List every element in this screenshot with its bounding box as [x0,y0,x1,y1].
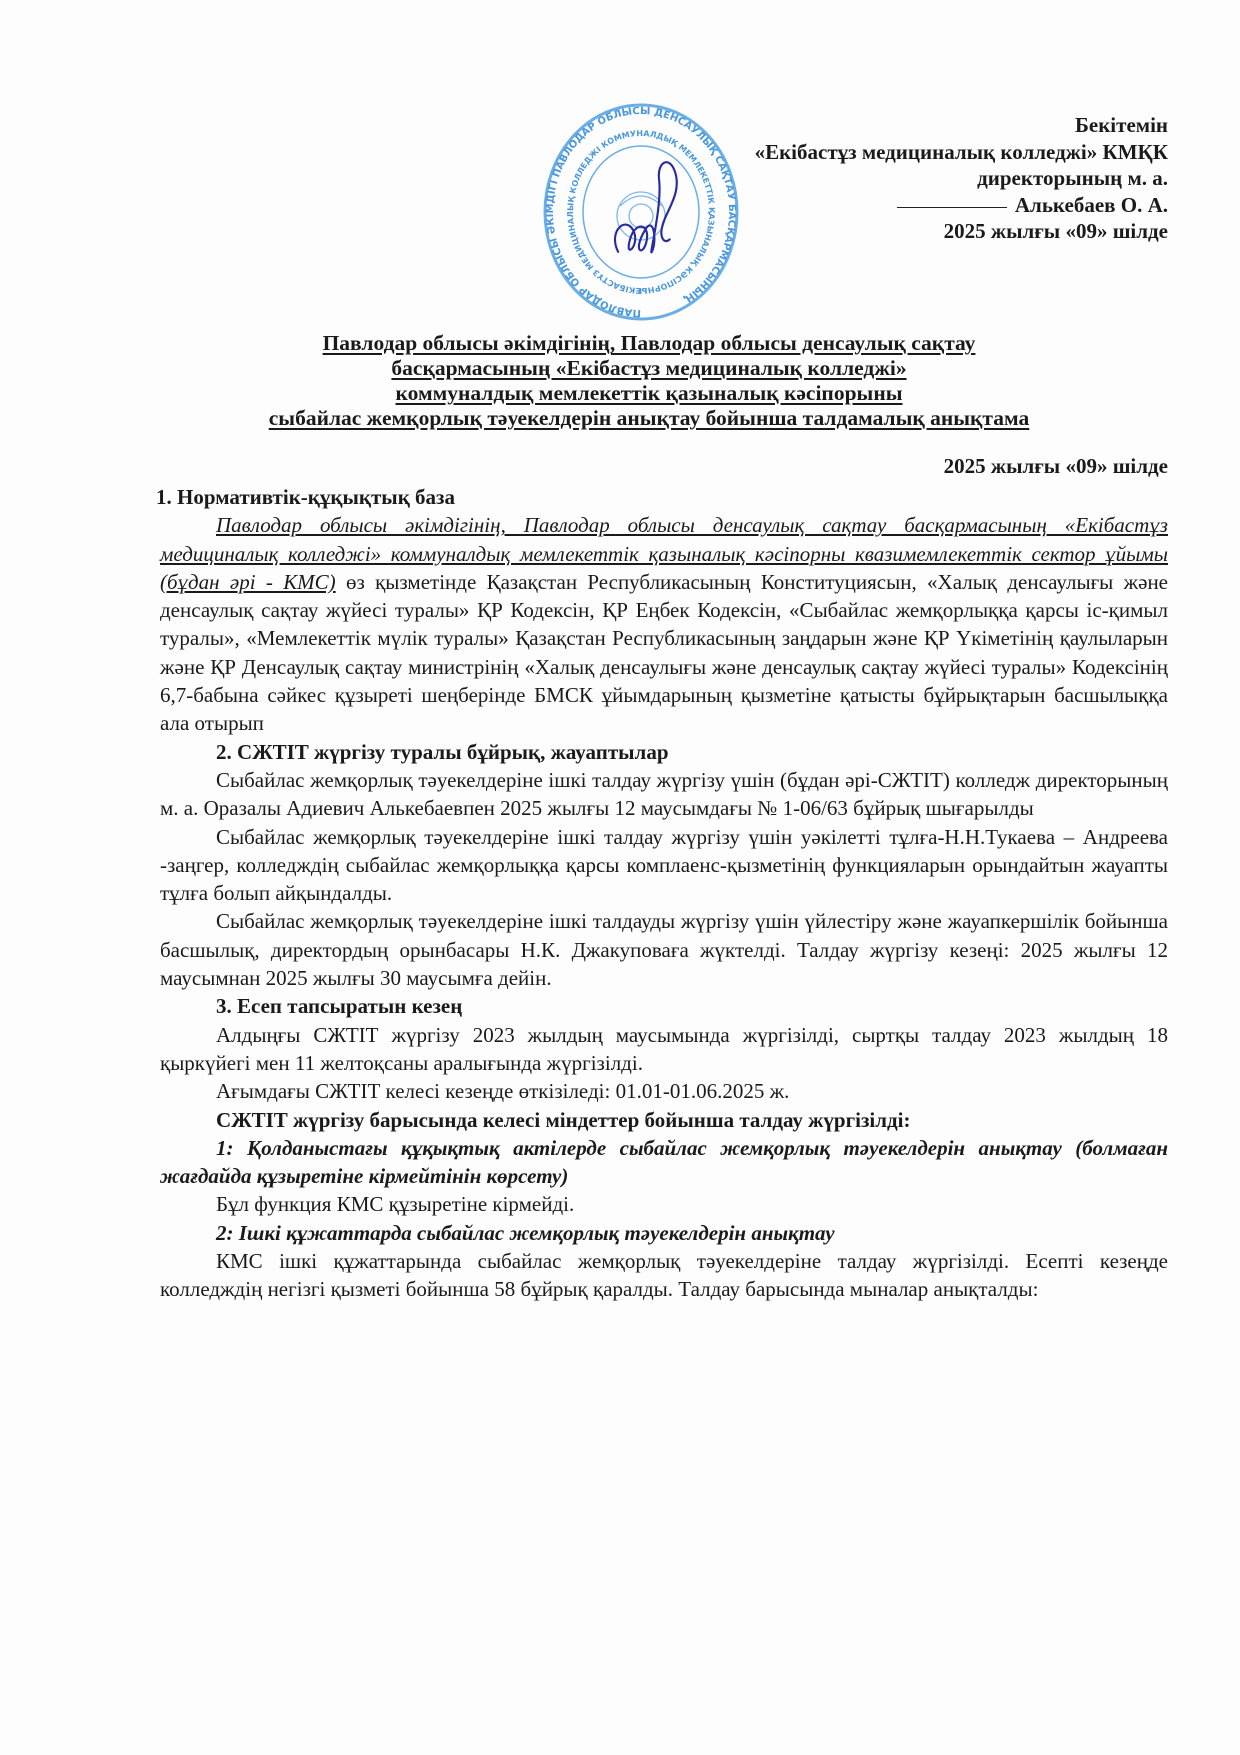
document-header [160,100,1168,325]
title-line: басқармасының «Екібастұз медициналық колледжі» [391,356,907,380]
task-2-heading: 2: Ішкі құжаттарда сыбайлас жемқорлық тәуекелдерін анықтау [216,1220,835,1245]
signature-line [897,207,1007,208]
task-1-paragraph: Бұл функция КМС құзыретіне кірмейді. [216,1192,575,1217]
title-line: сыбайлас жемқорлық тәуекелдерін анықтау бойынша талдамалық анықтама [268,406,1030,430]
section-1-paragraph [160,511,1168,737]
handwritten-signature [611,150,691,270]
section-1-paragraph-text: өз қызметінде Қазақстан Республикасының Конституциясын, «Халық денсаулығы және денсаулық сақтау жүйесі туралы» ҚР Кодексін, ҚР Еңбек Кодексін, «Сыбайлас жемқорлыққа қарсы іс-қимыл туралы», «Мемлекеттік мүлік туралы» Қазақстан Республикасының заңдарын және ҚР Үкіметінің қаулыларын және ҚР Денсаулық сақтау министрінің «Халық денсаулығы және денсаулық сақтау жүйесі туралы» Кодексінің 6,7-бабына сәйкес құзыреті шеңберінде БМСК ұйымдарының қызметіне қатысты бұйрықтарын басшылыққа ала отырып [160,569,1169,736]
section-3-paragraph-2: Ағымдағы СЖТІТ келесі кезеңде өткізіледі: 01.01-01.06.2025 ж. [216,1079,790,1104]
approval-name-line [755,192,1168,219]
stamp-outer-text: ПАВЛОДАР ОБЛЫСЫ ӘКІМДІГІ ПАВЛОДАР ОБЛЫСЫ ДЕНСАУЛЫҚ САҚТАУ БАСҚАРМАСЫНЫҢ [544,105,737,319]
stamp-inner-text: ЕКІБАСТҰЗ МЕДИЦИНАЛЫҚ КОЛЛЕДЖІ КОММУНАЛДЫҚ МЕМЛЕКЕТТІК ҚАЗЫНАЛЫҚ КӘСІПОРНЫ [565,128,716,296]
section-2-paragraph-2: Сыбайлас жемқорлық тәуекелдеріне ішкі талдау жүргізу үшін уәкілетті тұлға-Н.Н.Тукаева – Андреева -заңгер, колледждің сыбайлас жемқорлыққа қарсы комплаенс-қызметінің функцияларын орындайтын жауапты тұлға болып айқындалды. [160,824,1168,906]
task-2-paragraph: КМС ішкі құжаттарында сыбайлас жемқорлық тәуекелдеріне талдау жүргізілді. Есепті кезеңде колледждің негізгі қызметі бойынша 58 бұйрық қаралды. Талдау барысында мыналар анықталды: [160,1249,1168,1302]
section-2-paragraph-1: Сыбайлас жемқорлық тәуекелдеріне ішкі талдау жүргізу үшін (бұдан әрі-СЖТІТ) колледж директорының м. а. Оразалы Адиевич Алькебаевпен 2025 жылғы 12 маусымдағы № 1-06/63 бұйрық шығарылды [160,767,1168,821]
approval-position: директорының м. а. [977,166,1168,190]
task-1-heading: 1: Қолданыстағы құқықтық актілерде сыбайлас жемқорлық тәуекелдерін анықтау (болмаған жағдайда құзыретіне кірмейтінін көрсету) [160,1135,1168,1189]
section-1-heading: 1. Нормативтік-құқықтық база [156,485,455,509]
document-title [130,331,1168,431]
section-2-paragraph-3: Сыбайлас жемқорлық тәуекелдеріне ішкі талдауды жүргізу үшін үйлестіру және жауапкершілік бойынша басшылық, директордың орынбасары Н.К. Джакуповаға жүктелді. Талдау жүргізу кезеңі: 2025 жылғы 12 маусымнан 2025 жылғы 30 маусымға дейін. [160,909,1168,991]
section-3-paragraph-1: Алдыңғы СЖТІТ жүргізу 2023 жылдың маусымында жүргізілді, сыртқы талдау 2023 жылдың 18 қыркүйегі мен 11 желтоқсаны аралығында жүргізілді. [160,1022,1168,1075]
section-2-heading: 2. СЖТІТ жүргізу туралы бұйрық, жауаптылар [216,739,669,764]
organization-name-italic: Павлодар облысы әкімдігінің, Павлодар облысы денсаулық сақтау басқармасының «Екібастұз медициналық колледжі» коммуналдық мемлекеттік қазыналық кәсіпорны квазимемлекеттік сектор ұйымы (бұдан әрі - КМС) [160,513,1168,594]
title-line: коммуналдық мемлекеттік қазыналық кәсіпорыны [395,381,903,405]
approval-heading: Бекітемін [1074,113,1168,137]
stamp-area [541,100,741,325]
title-line: Павлодар облысы әкімдігінің, Павлодар облысы денсаулық сақтау [322,331,976,355]
approval-block [755,100,1168,245]
approval-date: 2025 жылғы «09» шілде [943,219,1168,243]
section-3-heading: 3. Есеп тапсыратын кезең [216,994,463,1019]
document-date: 2025 жылғы «09» шілде [943,454,1168,478]
document-body [156,483,1169,1304]
approval-name: Алькебаев О. А. [1014,192,1168,217]
tasks-heading: СЖТІТ жүргізу барысында келесі міндеттер бойынша талдау жүргізілді: [216,1107,911,1132]
approval-organization: «Екібастұз медициналық колледжі» КМҚК [754,139,1168,164]
